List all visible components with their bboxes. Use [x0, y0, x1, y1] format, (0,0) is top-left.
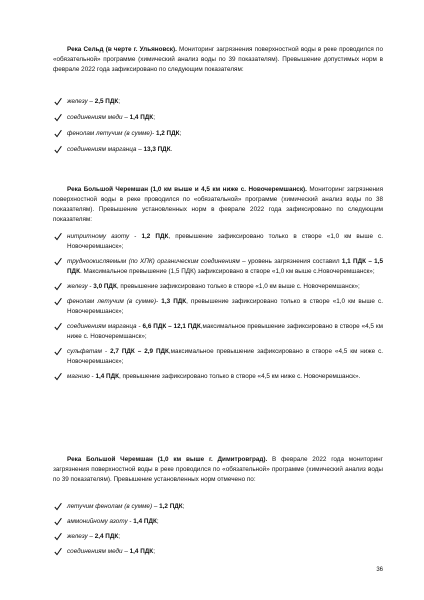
section-3-paragraph: [53, 455, 383, 485]
item-name: железу: [67, 533, 88, 540]
item-value: 2,7 ПДК – 2,9 ПДК: [110, 348, 169, 355]
checkmark-icon: [54, 517, 62, 527]
list-item: [53, 372, 383, 382]
list-item: [53, 282, 383, 292]
section-1-list: [53, 97, 383, 155]
item-tail: .: [170, 146, 173, 153]
item-value: 2,4 ПДК: [94, 533, 119, 540]
item-value: 1,3 ПДК: [161, 298, 187, 305]
item-sep: -: [152, 130, 156, 137]
item-tail: ;: [182, 503, 185, 510]
list-item: [53, 517, 383, 527]
checkmark-icon: [54, 282, 62, 292]
item-name: железу: [67, 98, 88, 105]
item-name: соединениям марганца: [67, 323, 137, 330]
item-name: железу: [67, 283, 88, 290]
item-tail: ,максимальное превышение зафиксировано в створе «4,5 км ниже с. Новочеремшанск»;: [67, 348, 384, 365]
page-number: 36: [376, 567, 383, 573]
section-1-paragraph: [53, 45, 383, 75]
item-tail: ;: [153, 114, 155, 121]
item-sep: -: [87, 283, 94, 290]
item-value: 1,4 ПДК: [129, 114, 154, 121]
item-value: 2,5 ПДК: [94, 98, 119, 105]
item-name: аммонийному азоту: [67, 518, 128, 525]
checkmark-icon: [54, 547, 62, 557]
item-name: летучим фенолам (в сумме): [67, 503, 153, 510]
item-value: 6,6 ПДК – 12,1 ПДК: [142, 323, 201, 330]
item-tail: ;: [118, 98, 121, 105]
checkmark-icon: [54, 113, 62, 123]
item-tail: , превышение зафиксировано только в створе «1,0 км выше с. Новочеремшанск»;: [67, 298, 383, 315]
item-tail: , превышение зафиксировано только в створе «1,0 км выше с. Новочеремшанск»;: [67, 233, 383, 250]
item-tail: ,максимальное превышение зафиксировано в створе «4,5 км ниже с. Новочеремшанск»;: [67, 323, 383, 340]
checkmark-icon: [54, 322, 62, 332]
section-3-text: В феврале 2022 года мониторинг загрязнения поверхностной воды в реке проводился по «обязательной» программе (химический анализ воды по 39 показателям). Превышение установленных норм отмечено по:: [53, 456, 383, 483]
item-sep: -: [129, 233, 142, 240]
item-value: 1,1 ПДК – 1,5 ПДК: [67, 258, 384, 275]
list-item: [53, 297, 383, 317]
item-value: 1,2 ПДК: [159, 503, 183, 510]
list-item: [53, 97, 383, 107]
item-tail: . Максимальное превышение (1,5 ПДК) зафиксировано в створе «1,0 км выше с.Новочеремшанск»;: [79, 268, 375, 275]
item-sep: -: [89, 373, 96, 380]
item-name: нитритному азоту: [67, 233, 130, 240]
item-sep: –: [136, 146, 144, 153]
item-sep: – уровень загрязнения составил: [239, 258, 342, 265]
checkmark-icon: [54, 347, 62, 357]
section-2-paragraph: [53, 185, 383, 225]
checkmark-icon: [54, 502, 62, 512]
item-tail: ;: [156, 518, 159, 525]
list-item: [53, 232, 383, 252]
item-value: 13,3 ПДК: [143, 146, 171, 153]
item-sep: –: [122, 114, 130, 121]
item-sep: –: [87, 98, 95, 105]
item-sep: -: [136, 323, 143, 330]
checkmark-icon: [54, 372, 62, 382]
checkmark-icon: [54, 257, 62, 267]
item-sep: –: [152, 503, 160, 510]
list-item: [53, 547, 383, 557]
item-name: фенолам летучим (в сумме): [67, 130, 153, 137]
item-sep: –: [122, 548, 130, 555]
item-name: фенолам летучим (в сумме): [67, 298, 157, 305]
section-2-text: Мониторинг загрязнения поверхностной воды в реке проводился по «обязательной» программе (химический анализ воды по 38 показателям). Превышение установленных норм в феврале 2022 года зафиксировано по следующим показателям:: [53, 186, 383, 223]
checkmark-icon: [54, 145, 62, 155]
list-item: [53, 347, 383, 367]
list-item: [53, 145, 383, 155]
item-name: трудноокисляемым (по ХПК) органическим соединениям: [67, 258, 240, 265]
item-value: 1,4 ПДК: [129, 548, 154, 555]
item-value: 1,4 ПДК: [133, 518, 157, 525]
item-tail: ;: [153, 548, 155, 555]
item-value: 3,0 ПДК: [93, 283, 117, 290]
list-item: [53, 257, 383, 277]
section-1-text: Мониторинг загрязнения поверхностной воды в реке проводился по «обязательной» программе (химический анализ воды по 39 показателям). Превышение допустимых норм в феврале 2022 года зафиксировано по следующим показателям:: [53, 46, 383, 73]
item-tail: ;: [179, 130, 182, 137]
item-name: соединениям меди: [67, 114, 123, 121]
list-item: [53, 322, 383, 342]
checkmark-icon: [54, 232, 62, 242]
item-sep: -: [127, 518, 134, 525]
item-value: 1,2 ПДК: [155, 130, 180, 137]
item-value: 1,4 ПДК: [95, 373, 119, 380]
list-item: [53, 532, 383, 542]
item-tail: , превышение зафиксировано только в створе «4,5 км ниже с. Новочеремшанск».: [118, 373, 361, 380]
item-name: сульфатам: [67, 348, 103, 355]
item-name: соединениям марганца: [67, 146, 137, 153]
item-tail: , превышение зафиксировано только в створе «1,0 км выше с. Новочеремшанск»;: [116, 283, 360, 290]
section-1-lead: Река Сельд (в черте г. Ульяновск).: [67, 46, 177, 53]
checkmark-icon: [54, 532, 62, 542]
list-item: [53, 129, 383, 139]
list-item: [53, 502, 383, 512]
item-name: соединениям меди: [67, 548, 123, 555]
checkmark-icon: [54, 129, 62, 139]
item-sep: –: [87, 533, 95, 540]
item-name: магнию: [67, 373, 90, 380]
checkmark-icon: [54, 97, 62, 107]
section-2-lead: Река Большой Черемшан (1,0 км выше и 4,5 км ниже с. Новочеремшанск).: [67, 186, 307, 193]
section-3-list: [53, 502, 383, 557]
item-tail: ;: [118, 533, 121, 540]
checkmark-icon: [54, 297, 62, 307]
item-sep: -: [156, 298, 162, 305]
item-value: 1,2 ПДК: [141, 233, 169, 240]
section-3-lead: Река Большой Черемшан (1,0 км выше г. Димитровград).: [67, 456, 268, 463]
item-sep: -: [102, 348, 111, 355]
list-item: [53, 113, 383, 123]
section-2-list: [53, 232, 383, 382]
